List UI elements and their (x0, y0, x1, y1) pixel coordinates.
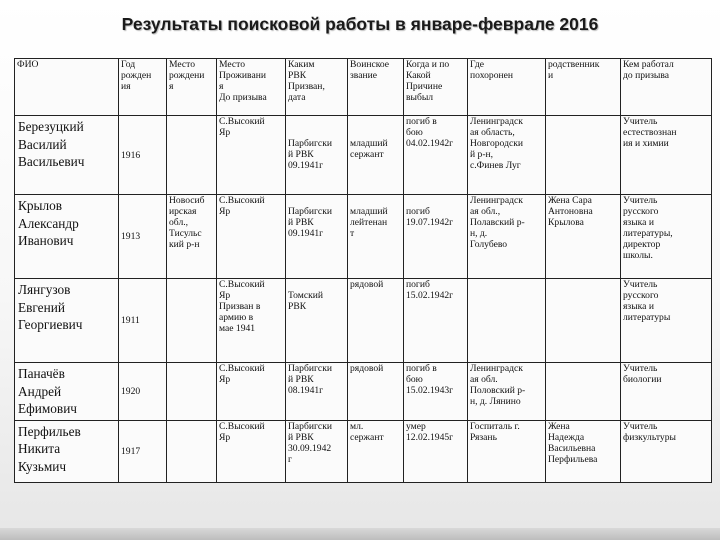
cell-birthplace (167, 363, 217, 421)
results-table (14, 58, 712, 483)
table-row (15, 279, 712, 363)
cell-rank: мл. сержант (348, 420, 404, 482)
cell-birthplace (167, 279, 217, 363)
cell-birthplace: Новосиб ирская обл., Тисульс кий р-н (167, 195, 217, 279)
cell-fio: Паначёв Андрей Ефимович (15, 363, 119, 421)
cell-year: 1911 (119, 279, 167, 363)
cell-relatives: Жена Сара Антоновна Крылова (546, 195, 621, 279)
header-rvk: Каким РВК Призван, дата (286, 59, 348, 116)
table-row (15, 363, 712, 421)
cell-work: Учитель биологии (621, 363, 712, 421)
cell-burial: Ленинградск ая обл. Половский р- н, д. Лянино (468, 363, 546, 421)
cell-residence: С.Высокий Яр (217, 420, 286, 482)
cell-rvk: Парбигски й РВК 30.09.1942 г (286, 420, 348, 482)
table-row (15, 195, 712, 279)
cell-burial: Ленинградск ая обл., Полавский р- н, д. Голубево (468, 195, 546, 279)
cell-year: 1916 (119, 116, 167, 195)
cell-burial: Ленинградск ая область, Новгородски й р-н, с.Финев Луг (468, 116, 546, 195)
cell-residence: С.Высокий Яр (217, 116, 286, 195)
cell-rvk: Парбигски й РВК 09.1941г (286, 195, 348, 279)
cell-relatives (546, 116, 621, 195)
header-fate: Когда и по Какой Причине выбыл (404, 59, 468, 116)
cell-year: 1920 (119, 363, 167, 421)
header-rank: Воинское звание (348, 59, 404, 116)
cell-residence: С.Высокий Яр (217, 195, 286, 279)
cell-rank: рядовой (348, 363, 404, 421)
header-residence: Место Проживани я До призыва (217, 59, 286, 116)
header-row (15, 59, 712, 116)
cell-relatives (546, 279, 621, 363)
cell-rvk: Томский РВК (286, 279, 348, 363)
cell-fate: погиб 19.07.1942г (404, 195, 468, 279)
cell-fate: умер 12.02.1945г (404, 420, 468, 482)
cell-relatives: Жена Надежда Васильевна Перфильева (546, 420, 621, 482)
header-birth-year: Год рожден ия (119, 59, 167, 116)
page-title: Результаты поисковой работы в январе-феврале 2016 (121, 14, 599, 34)
cell-year: 1913 (119, 195, 167, 279)
cell-work: Учитель русского языка и литературы, директор школы. (621, 195, 712, 279)
cell-birthplace (167, 420, 217, 482)
table-row (15, 116, 712, 195)
cell-burial: Госпиталь г. Рязань (468, 420, 546, 482)
header-fio: ФИО (15, 59, 119, 116)
cell-birthplace (167, 116, 217, 195)
cell-residence: С.Высокий Яр Призван в армию в мае 1941 (217, 279, 286, 363)
cell-residence: С.Высокий Яр (217, 363, 286, 421)
cell-fate: погиб в бою 15.02.1943г (404, 363, 468, 421)
cell-rank: младший сержант (348, 116, 404, 195)
table-row (15, 420, 712, 482)
cell-fio: Крылов Александр Иванович (15, 195, 119, 279)
header-work: Кем работал до призыва (621, 59, 712, 116)
cell-work: Учитель естествознан ия и химии (621, 116, 712, 195)
cell-burial (468, 279, 546, 363)
cell-fio: Перфильев Никита Кузьмич (15, 420, 119, 482)
cell-fate: погиб в бою 04.02.1942г (404, 116, 468, 195)
cell-rank: младший лейтенан т (348, 195, 404, 279)
bottom-shade (0, 528, 720, 540)
header-burial: Где похоронен (468, 59, 546, 116)
cell-rvk: Парбигски й РВК 08.1941г (286, 363, 348, 421)
cell-work: Учитель физкультуры (621, 420, 712, 482)
cell-work: Учитель русского языка и литературы (621, 279, 712, 363)
cell-fate: погиб 15.02.1942г (404, 279, 468, 363)
cell-relatives (546, 363, 621, 421)
cell-fio: Березуцкий Василий Васильевич (15, 116, 119, 195)
cell-fio: Лянгузов Евгений Георгиевич (15, 279, 119, 363)
header-relatives: родственник и (546, 59, 621, 116)
cell-rvk: Парбигски й РВК 09.1941г (286, 116, 348, 195)
cell-rank: рядовой (348, 279, 404, 363)
header-birthplace: Место рождени я (167, 59, 217, 116)
cell-year: 1917 (119, 420, 167, 482)
